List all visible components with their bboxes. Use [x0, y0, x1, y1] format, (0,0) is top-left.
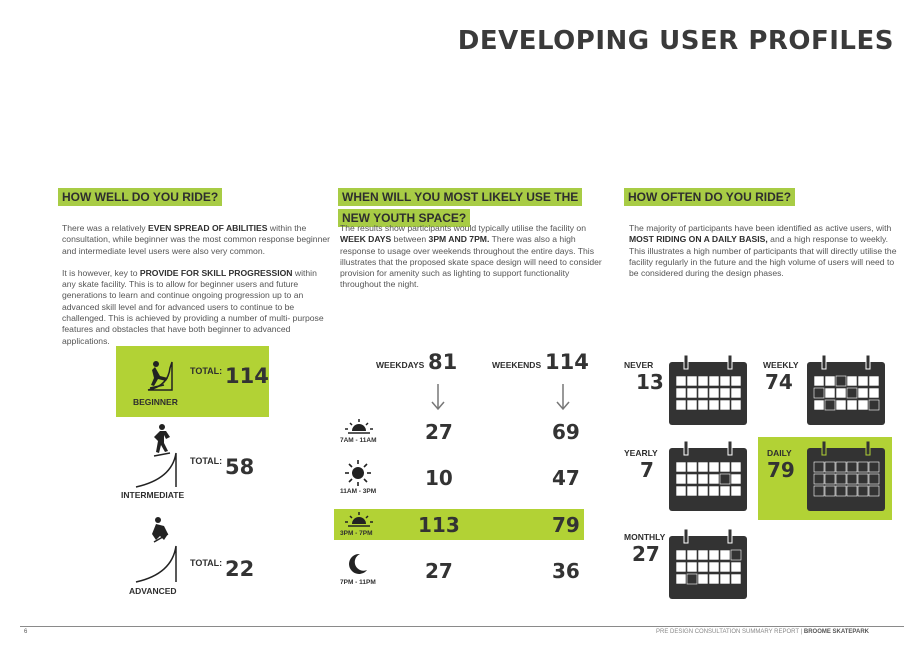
weekends-arrow-down-icon [555, 384, 571, 412]
weekends-label: WEEKENDS [492, 360, 542, 370]
heading-text: WHEN WILL YOU MOST LIKELY USE THE NEW YOUTH SPACE? [338, 188, 582, 227]
level-name-advanced: ADVANCED [129, 586, 177, 596]
calendar-never-icon [668, 354, 748, 426]
level-name-beginner: BEGINNER [133, 397, 178, 407]
weekdays-label: WEEKDAYS [376, 360, 425, 370]
when-body-text: The results show participants would typically utilise the facility on WEEK DAYS between 3PM AND 7PM. There was also a high response to usage over weekends throughout the entire days. This illustrates that the proposed skate space design will need to consider provision for amenity such as lighting to support functionality throughout the night. [340, 223, 602, 290]
calendar-monthly-icon [668, 528, 748, 600]
time-slot-label: 7AM - 11AM [340, 437, 377, 444]
weekends-value: 47 [552, 466, 580, 490]
weekends-value: 36 [552, 559, 580, 583]
calendar-weekly-icon [806, 354, 886, 426]
level-name-intermediate: INTERMEDIATE [121, 490, 185, 500]
heading-text: HOW WELL DO YOU RIDE? [58, 188, 222, 206]
weekends-value: 69 [552, 420, 580, 444]
freq-value-monthly: 27 [632, 542, 660, 566]
calendar-daily-icon [806, 440, 886, 512]
section-heading-frequency [624, 187, 894, 208]
page-title: DEVELOPING USER PROFILES [457, 26, 894, 56]
time-slot-label: 7PM - 11PM [340, 579, 376, 586]
freq-value-yearly: 7 [640, 458, 654, 482]
total-label-advanced: TOTAL: [190, 558, 223, 568]
freq-label-never: NEVER [624, 360, 654, 370]
total-value-beginner: 114 [225, 364, 269, 388]
heading-text: HOW OFTEN DO YOU RIDE? [624, 188, 795, 206]
freq-value-never: 13 [636, 370, 664, 394]
advanced-skater-icon [132, 514, 188, 584]
time-slot-label: 3PM - 7PM [340, 530, 373, 537]
calendar-yearly-icon [668, 440, 748, 512]
section-heading-ability [58, 187, 328, 208]
sunset-icon [344, 511, 374, 529]
freq-value-weekly: 74 [765, 370, 793, 394]
page-number: 6 [24, 629, 28, 635]
total-value-intermediate: 58 [225, 455, 255, 479]
footer-text: PRE DESIGN CONSULTATION SUMMARY REPORT | BROOME SKATEPARK [656, 629, 869, 635]
ability-body-text: There was a relatively EVEN SPREAD OF ABILITIES within the consultation, while beginner was the most common response beginner and intermediate level users were also very common. It is however, key to PROVIDE FOR SKILL PROGRESSION within any skate facility. This is to allow for beginner users and future generations to learn and continue ongoing progression up to an advanced skill level and for advanced users to continue to be challenged. This is achieved by providing a number of multi- purpose features and obstacles that have both beginner to advanced applications. [62, 223, 330, 346]
beginner-skater-icon [142, 356, 182, 396]
intermediate-skater-icon [132, 423, 188, 489]
weekends-value: 79 [552, 513, 580, 537]
freq-label-daily: DAILY [767, 448, 792, 458]
weekdays-value: 27 [425, 559, 453, 583]
sun-icon [345, 460, 371, 486]
freq-label-weekly: WEEKLY [763, 360, 799, 370]
time-slot-label: 11AM - 3PM [340, 488, 377, 495]
freq-value-daily: 79 [767, 458, 795, 482]
freq-label-yearly: YEARLY [624, 448, 658, 458]
freq-label-monthly: MONTHLY [624, 532, 666, 542]
footer-divider [20, 626, 904, 627]
moon-icon [348, 553, 368, 575]
weekdays-total: 81 [428, 350, 458, 374]
total-value-advanced: 22 [225, 557, 255, 581]
frequency-body-text: The majority of participants have been identified as active users, with MOST RIDING ON A DAILY BASIS, and a high response to weekly. This illustrates a high number of participants that will directly utilise the facility regularly in the future and the high volume of users will need to be considered during the design phases. [629, 223, 897, 279]
weekdays-value: 10 [425, 466, 453, 490]
total-label-intermediate: TOTAL: [190, 456, 223, 466]
weekdays-value: 113 [418, 513, 460, 537]
sunrise-icon [344, 418, 374, 436]
weekdays-arrow-down-icon [430, 384, 446, 412]
weekdays-value: 27 [425, 420, 453, 444]
weekends-total: 114 [545, 350, 589, 374]
total-label-beginner: TOTAL: [190, 366, 223, 376]
